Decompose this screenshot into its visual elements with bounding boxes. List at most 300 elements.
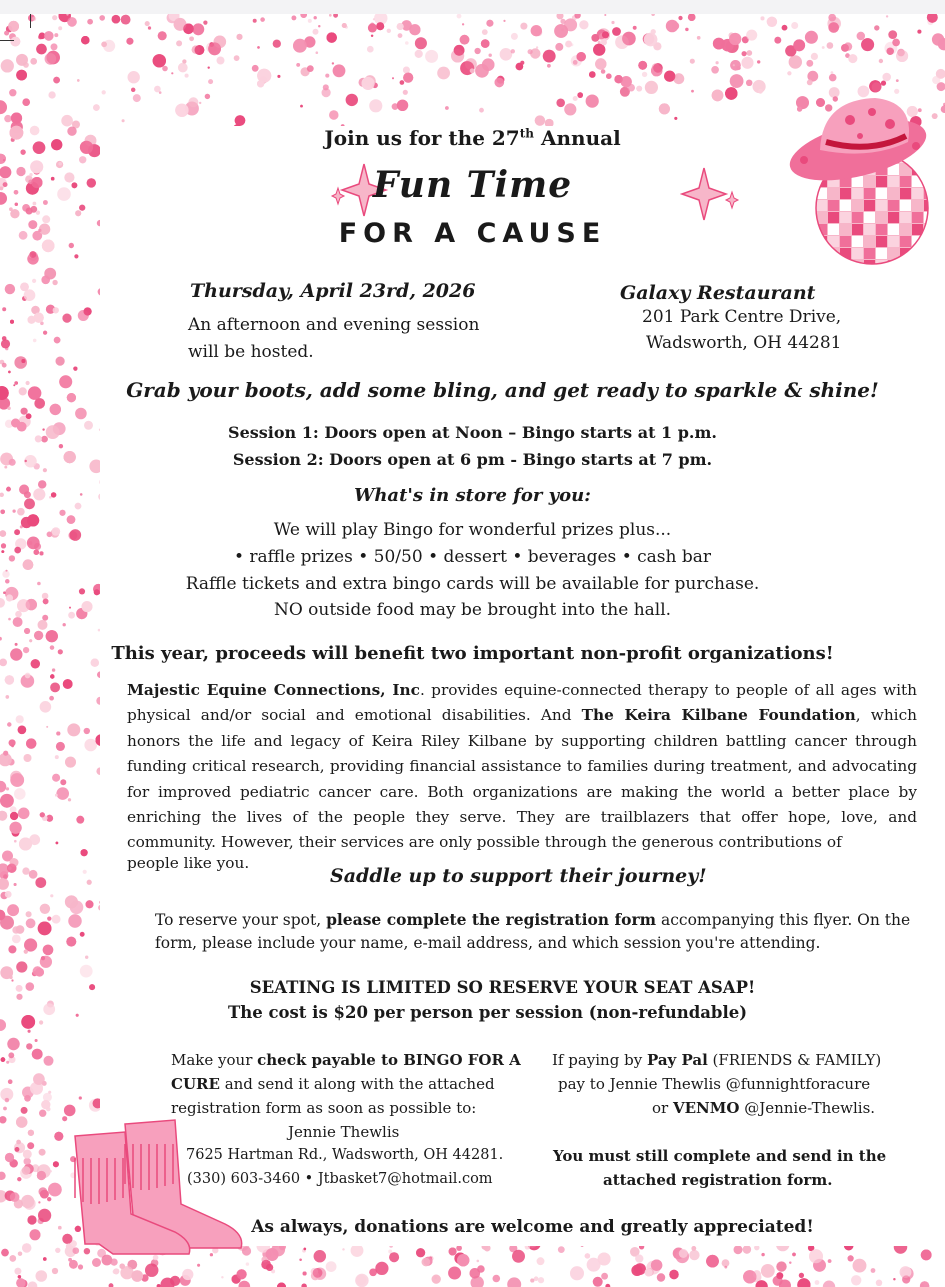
confetti-dot [520,61,524,65]
disco-tile [864,176,875,187]
venmo-bold: VENMO [672,1099,740,1117]
confetti-dot [604,14,606,16]
confetti-dot [579,20,588,29]
confetti-dot [59,510,65,516]
cursor-mark-horizontal [0,40,14,41]
confetti-dot [0,811,7,821]
confetti-dot [792,1253,796,1257]
confetti-dot [62,314,71,323]
disco-tile [924,152,935,163]
confetti-dot [131,1270,143,1282]
org-majestic-equine: Majestic Equine Connections, Inc [127,681,420,699]
confetti-dot [362,77,375,90]
confetti-dot [18,808,30,820]
confetti-dot [296,63,300,67]
confetti-dot [15,1147,20,1152]
confetti-dot [8,1079,13,1084]
disco-tile [816,260,827,271]
disco-tile [876,224,887,235]
confetti-dot [85,956,88,959]
confetti-dot [67,17,77,27]
confetti-dot [39,1149,46,1156]
check-line-2 [171,1075,495,1093]
confetti-dot [77,79,80,82]
confetti-dot [7,1038,19,1050]
confetti-dot [145,21,150,26]
store-heading: What's in store for you: [354,485,591,506]
confetti-dot [56,357,65,366]
confetti-dot [3,751,8,756]
check-text: and send it along with the attached [219,1075,495,1093]
confetti-dot [2,363,7,368]
confetti-dot [28,1281,38,1287]
confetti-dot [19,838,32,851]
disco-tile [828,200,839,211]
confetti-dot [49,696,54,701]
confetti-dot [68,914,81,927]
confetti-dot [449,1248,457,1256]
confetti-dot [23,1150,32,1159]
confetti-dot [758,89,763,94]
confetti-dot [277,75,280,78]
confetti-dot [593,1277,603,1287]
confetti-dot [12,935,21,944]
confetti-dot [4,115,11,122]
confetti-dot [329,110,338,119]
disco-tile [912,212,923,223]
disco-tile [912,188,923,199]
confetti-dot [791,22,798,29]
confetti-dot [371,35,373,37]
confetti-dot [15,1268,22,1275]
confetti-dot [16,70,27,81]
confetti-dot [78,1264,83,1269]
confetti-dot [79,1096,82,1099]
confetti-dot [601,69,606,74]
confetti-dot [54,33,58,37]
confetti-dot [373,18,375,20]
confetti-dot [35,968,44,977]
confetti-dot [54,337,61,344]
confetti-dot [776,1261,786,1271]
confetti-dot [507,1277,521,1287]
confetti-dot [887,48,894,55]
confetti-dot [99,15,105,21]
confetti-dot [848,54,857,63]
confetti-dot [30,58,37,65]
confetti-dot [18,1252,22,1256]
confetti-dot [636,86,642,92]
confetti-dot [531,25,542,36]
confetti-dot [799,1273,804,1278]
confetti-dot [84,307,92,315]
confetti-dot [403,90,408,95]
confetti-dot [886,15,888,17]
confetti-dot [409,24,420,35]
confetti-dot [642,72,647,77]
confetti-dot [645,1268,653,1276]
confetti-dot [10,812,18,820]
confetti-dot [0,1116,7,1123]
confetti-dot [333,64,346,77]
disco-tile [864,212,875,223]
confetti-dot [87,19,93,25]
confetti-dot [493,1275,501,1283]
confetti-dot [80,965,93,978]
confetti-dot [65,757,76,768]
confetti-dot [669,1270,678,1279]
confetti-dot [557,14,564,19]
confetti-dot [805,31,818,44]
confetti-dot [273,40,281,48]
confetti-dot [10,806,17,813]
confetti-dot [0,510,5,515]
confetti-dot [415,50,423,58]
confetti-dot [93,104,100,111]
confetti-dot [333,14,338,18]
confetti-dot [573,60,578,65]
confetti-dot [689,1250,699,1260]
confetti-dot [3,1107,7,1111]
confetti-dot [28,1030,31,1033]
confetti-dot [29,639,32,642]
confetti-dot [733,64,735,66]
confetti-dot [1,1249,9,1257]
confetti-dot [112,15,121,24]
confetti-dot [534,1276,539,1281]
disco-tile [852,236,863,247]
confetti-dot [577,52,586,61]
confetti-dot [24,628,30,634]
confetti-dot [113,1268,119,1274]
confetti-dot [217,57,225,65]
confetti-dot [611,21,614,24]
disco-tile [864,260,875,271]
confetti-dot [536,46,538,48]
confetti-dot [158,31,167,40]
disco-tile [876,188,887,199]
join-prefix: Join us for the 27 [324,126,520,150]
confetti-dot [387,29,391,33]
confetti-dot [369,99,382,112]
confetti-dot [554,24,568,38]
confetti-dot [811,53,818,60]
confetti-dot [828,22,839,33]
confetti-dot [84,728,90,734]
confetti-dot [55,755,59,759]
reserve-text-a: To reserve your spot, [155,911,327,929]
confetti-dot [22,1243,31,1252]
confetti-dot [18,1275,21,1278]
confetti-dot [205,94,210,99]
cowboy-boots-icon [55,1114,265,1264]
confetti-dot [301,1284,306,1287]
confetti-dot [416,1248,425,1257]
confetti-dot [21,359,25,363]
confetti-dot [299,1259,301,1261]
confetti-dot [470,1268,481,1279]
confetti-dot [743,1245,751,1253]
confetti-dot [316,51,319,54]
confetti-dot [277,1283,286,1287]
confetti-dot [43,945,54,956]
mail-to-address: 7625 Hartman Rd., Wadsworth, OH 44281. [186,1147,504,1163]
confetti-dot [761,1264,775,1278]
confetti-dot [666,20,679,33]
confetti-dot [477,1260,480,1263]
disco-tile [912,260,923,271]
confetti-dot [22,98,30,106]
confetti-dot [2,307,6,311]
confetti-dot [589,71,596,78]
confetti-dot [178,63,188,73]
confetti-dot [253,19,257,23]
confetti-dot [58,26,62,30]
confetti-dot [48,1091,51,1094]
event-title: Fun Time [372,164,573,206]
confetti-dot [776,1272,783,1279]
confetti-dot [0,781,6,792]
confetti-dot [50,894,53,897]
confetti-dot [38,620,48,630]
mail-to-contact: (330) 603-3460 • Jtbasket7@hotmail.com [187,1171,493,1187]
confetti-dot [208,79,213,84]
confetti-dot [725,87,737,99]
mail-to-name: Jennie Thewlis [288,1123,400,1141]
confetti-dot [318,25,320,27]
confetti-dot [195,45,205,55]
proceeds-text-1: . provides equine-connected therapy to people of all ages with physical and/or social and emotional disabilities. And [127,681,917,725]
confetti-dot [313,29,319,35]
reserve-text-c: accompanying this flyer. On the [656,911,911,929]
paypal-text: (FRIENDS & FAMILY) [707,1051,882,1069]
confetti-dot [16,994,22,1000]
confetti-dot [375,1262,388,1275]
proceeds-last-line: people like you. [127,854,250,872]
confetti-dot [60,779,66,785]
confetti-dot [346,94,358,106]
confetti-dot [46,630,58,642]
disco-tile [888,200,899,211]
confetti-dot [511,33,518,40]
confetti-dot [761,16,765,20]
confetti-dot [512,1250,525,1263]
confetti-dot [871,1268,876,1273]
confetti-dot [793,39,805,51]
confetti-dot [24,1158,31,1165]
confetti-dot [547,64,551,68]
paypal-text: @Jennie-Thewlis. [739,1099,876,1117]
paypal-line-2: pay to Jennie Thewlis @funnightforacure [558,1075,871,1093]
confetti-dot [398,33,403,38]
disco-tile [852,248,863,259]
disco-tile [864,200,875,211]
disco-tile [876,176,887,187]
confetti-dot [482,29,488,35]
confetti-dot [742,51,747,56]
confetti-dot [293,39,307,53]
confetti-dot [182,59,186,63]
confetti-dot [41,1100,50,1109]
confetti-dot [841,44,849,52]
disco-tile [816,200,827,211]
reserve-text-bold: please complete the registration form [326,910,657,929]
confetti-dot [587,1258,601,1272]
disco-tile [852,212,863,223]
confetti-dot [23,62,29,68]
confetti-dot [237,1269,247,1279]
confetti-dot [367,46,374,53]
confetti-dot [691,1246,696,1251]
confetti-dot [300,105,303,108]
confetti-dot [50,404,61,415]
confetti-dot [81,849,88,856]
disco-tile [912,200,923,211]
confetti-dot [75,408,87,420]
confetti-dot [10,648,22,660]
confetti-dot [448,1267,461,1280]
confetti-dot [17,1177,21,1181]
disco-tile [900,176,911,187]
confetti-dot [876,1280,882,1286]
confetti-dot [601,40,607,46]
proceeds-paragraph [127,678,917,856]
confetti-dot [52,668,55,671]
confetti-dot [24,950,28,954]
confetti-dot [67,723,80,736]
confetti-dot [36,211,40,215]
disco-tile [864,188,875,199]
confetti-dot [489,54,492,57]
confetti-dot [41,956,45,960]
confetti-dot [564,103,576,115]
confetti-dot [848,1255,854,1261]
disco-tile [888,188,899,199]
confetti-dot [767,17,777,27]
event-date: Thursday, April 23rd, 2026 [190,280,476,302]
disco-tile [888,212,899,223]
confetti-dot [690,59,695,64]
confetti-dot [56,742,65,751]
confetti-dot [716,61,719,64]
disco-tile [840,260,851,271]
confetti-dot [133,94,141,102]
confetti-dot [29,870,38,879]
confetti-dot [313,1268,323,1278]
confetti-dot [711,66,719,74]
confetti-dot [189,37,194,42]
confetti-dot [7,407,10,410]
confetti-dot [729,33,741,45]
confetti-dot [84,739,97,752]
confetti-dot [87,880,92,885]
confetti-dot [397,100,408,111]
confetti-dot [32,17,36,21]
confetti-dot [697,36,701,40]
confetti-dot [192,23,204,35]
cure-bold: CURE [171,1075,220,1093]
confetti-dot [528,49,533,54]
confetti-dot [5,284,15,294]
confetti-dot [308,19,312,23]
confetti-dot [53,77,60,84]
disco-ball-cowboy-hat-icon [780,80,945,280]
confetti-dot [479,108,484,113]
confetti-dot [888,30,897,39]
confetti-dot [543,50,556,63]
confetti-dot [327,32,337,42]
confetti-dot [713,38,725,50]
disco-tile [876,212,887,223]
confetti-dot [11,37,21,47]
confetti-dot [0,100,7,114]
confetti-dot [828,14,836,21]
confetti-dot [585,1253,590,1258]
session-2-times: Session 2: Doors open at 6 pm - Bingo starts at 7 pm. [232,450,713,469]
confetti-dot [653,63,663,73]
confetti-dot [415,37,427,49]
confetti-dot [26,1043,32,1049]
confetti-dot [742,57,754,69]
confetti-dot [24,1095,31,1102]
confetti-dot [657,1273,665,1281]
confetti-dot [8,21,19,32]
confetti-dot [537,1257,545,1265]
store-line: • raffle prizes • 50/50 • dessert • beverages • cash bar [233,547,711,567]
confetti-dot [16,961,27,972]
confetti-dot [31,659,40,668]
confetti-dot [342,1248,344,1250]
confetti-dot [5,675,14,684]
confetti-dot [10,822,22,834]
confetti-dot [351,1244,364,1257]
confetti-dot [16,985,23,992]
confetti-dot [454,45,465,56]
confetti-dot [185,74,189,78]
confetti-dot [0,1019,6,1031]
confetti-dot [44,31,54,41]
proceeds-text-2: , which honors the life and legacy of Keira Riley Kilbane by supporting children battling cancer through funding critical research, providing financial assistance to families during treatment, and advocating for improved pediatric cancer care. Both organizations are making the world a better place by enriching the lives of the people they serve. They are trailblazers that offer hope, love, and community. However, their services are only possible through the generous contributions of [127,706,917,852]
confetti-dot [538,1277,544,1283]
confetti-dot [40,701,52,713]
disco-tile [924,236,935,247]
confetti-dot [456,1245,462,1251]
session-1-times: Session 1: Doors open at Noon – Bingo starts at 1 p.m. [228,423,717,442]
confetti-dot [34,398,45,409]
confetti-dot [678,16,682,20]
confetti-dot [46,726,48,728]
confetti-dot [530,1279,534,1283]
confetti-dot [24,289,36,301]
confetti-dot [706,1255,719,1268]
confetti-dot [28,386,41,399]
confetti-dot [6,695,10,699]
confetti-dot [154,86,161,93]
confetti-dot [40,904,50,914]
disco-tile [900,260,911,271]
confetti-dot [9,207,13,211]
disco-tile [912,152,923,163]
disco-tile [816,248,827,259]
confetti-dot [20,283,29,292]
confetti-dot [560,19,565,24]
confetti-dot [148,26,151,29]
confetti-dot [789,1262,791,1264]
confetti-dot [902,1275,910,1283]
confetti-dot [22,867,29,874]
confetti-dot [806,60,813,67]
confetti-dot [16,925,25,934]
